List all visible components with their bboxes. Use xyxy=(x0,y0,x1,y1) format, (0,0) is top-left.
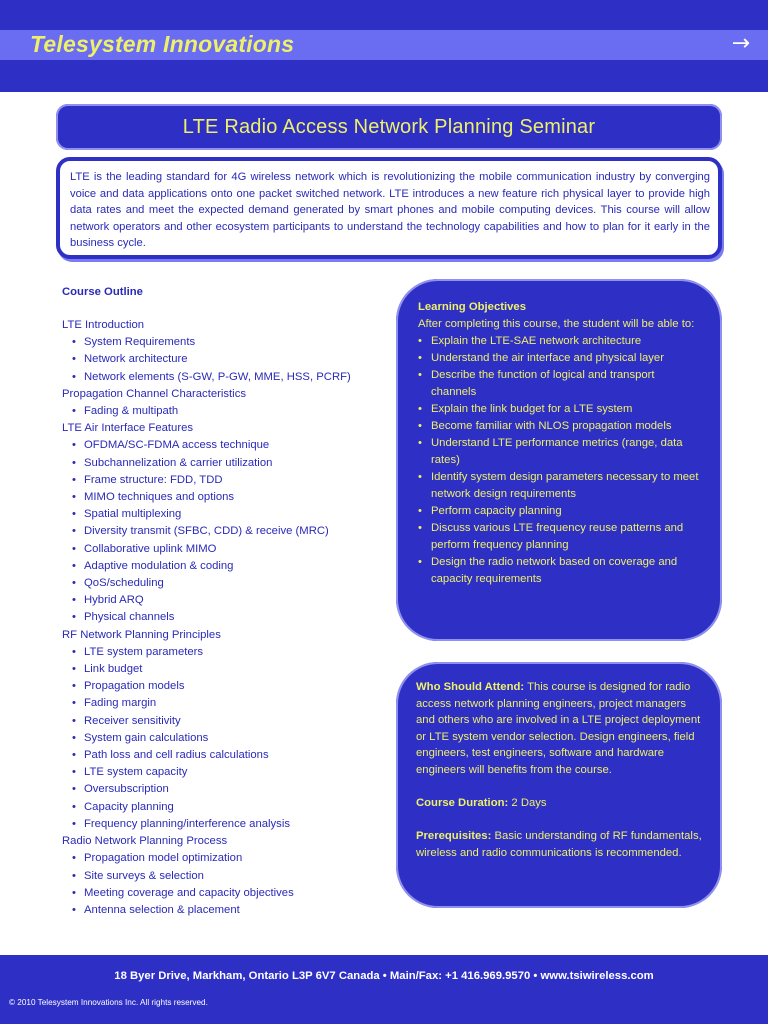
outline-list-item: • Diversity transmit (SFBC, CDD) & receive (MRC) xyxy=(62,523,392,540)
outline-list-item: • MIMO techniques and options xyxy=(62,489,392,506)
outline-list-item: • Site surveys & selection xyxy=(62,868,392,885)
footer-copyright: © 2010 Telesystem Innovations Inc. All rights reserved. xyxy=(9,998,208,1007)
who-should-attend xyxy=(416,679,702,779)
outline-section-list xyxy=(62,437,392,626)
prerequisites-label: Prerequisites: xyxy=(416,830,492,843)
outline-list-item: • QoS/scheduling xyxy=(62,575,392,592)
title-banner xyxy=(56,104,722,150)
outline-list-item: • Fading & multipath xyxy=(62,403,392,420)
objective-list-item: • Understand the air interface and physical layer xyxy=(418,350,700,367)
outline-list-item: • Physical channels xyxy=(62,609,392,626)
outline-list-item: • LTE system parameters xyxy=(62,644,392,661)
learning-objectives-intro: After completing this course, the student will be able to: xyxy=(418,318,695,330)
objective-list-item: • Discuss various LTE frequency reuse patterns and perform frequency planning xyxy=(418,520,700,554)
outline-section-title: RF Network Planning Principles xyxy=(62,628,221,641)
outline-section-list xyxy=(62,850,392,919)
outline-list-item: • Propagation models xyxy=(62,678,392,695)
outline-list-item: • Hybrid ARQ xyxy=(62,592,392,609)
outline-list-item: • Path loss and cell radius calculations xyxy=(62,747,392,764)
outline-section-list xyxy=(62,403,392,420)
arrow-right-icon[interactable]: → xyxy=(731,31,750,56)
outline-list-item: • Spatial multiplexing xyxy=(62,506,392,523)
objective-list-item: • Explain the link budget for a LTE system xyxy=(418,401,700,418)
outline-section-title: Propagation Channel Characteristics xyxy=(62,387,246,400)
objective-list-item: • Become familiar with NLOS propagation models xyxy=(418,418,700,435)
outline-list-item: • Subchannelization & carrier utilization xyxy=(62,455,392,472)
footer-contact[interactable]: 18 Byer Drive, Markham, Ontario L3P 6V7 Canada • Main/Fax: +1 416.969.9570 • www.tsiwireless.com xyxy=(114,970,654,982)
outline-list-item: • Frequency planning/interference analysis xyxy=(62,816,392,833)
outline-list-item: • Antenna selection & placement xyxy=(62,902,392,919)
outline-section-list xyxy=(62,334,392,386)
page-title: LTE Radio Access Network Planning Seminar xyxy=(182,115,596,138)
objective-list-item: • Design the radio network based on coverage and capacity requirements xyxy=(418,554,700,588)
who-should-attend-text: This course is designed for radio access network planning engineers, project managers and others who are involved in a LTE project deployment or LTE system vendor selection. Design engineers, field engineers, test engineers, software and hardware engineers will benefits from the course. xyxy=(416,681,701,776)
prerequisites-text: Basic understanding of RF fundamentals, wireless and radio communications is recommended. xyxy=(416,830,702,859)
outline-list-item: • Receiver sensitivity xyxy=(62,713,392,730)
objective-list-item: • Understand LTE performance metrics (range, data rates) xyxy=(418,435,700,469)
course-duration-label: Course Duration: xyxy=(416,797,509,810)
outline-list-item: • Collaborative uplink MIMO xyxy=(62,541,392,558)
brand-name: Telesystem Innovations xyxy=(30,31,295,57)
outline-list-item: • Network elements (S-GW, P-GW, MME, HSS, PCRF) xyxy=(62,369,392,386)
course-duration-text: 2 Days xyxy=(508,797,547,810)
outline-list-item: • Network architecture xyxy=(62,351,392,368)
intro-text: LTE is the leading standard for 4G wireless network which is revolutionizing the mobile communication industry by converging voice and data applications onto one packet switched network. LTE introduces a new feature rich physical layer to provide high data rates and meet the expected demand generated by smart phones and mobile computing devices. This course will allow network operators and other ecosystem participants to understand the technology capabilities and how to plan for it early in the business cycle. xyxy=(70,171,710,250)
outline-list-item: • System gain calculations xyxy=(62,730,392,747)
outline-list-item: • Adaptive modulation & coding xyxy=(62,558,392,575)
who-should-attend-box xyxy=(396,662,722,908)
who-should-attend-label: Who Should Attend: xyxy=(416,681,525,693)
outline-list-item: • System Requirements xyxy=(62,334,392,351)
objective-list-item: • Explain the LTE-SAE network architecture xyxy=(418,333,700,350)
outline-section-list xyxy=(62,644,392,833)
course-outline xyxy=(62,284,392,919)
objective-list-item: • Describe the function of logical and transport channels xyxy=(418,367,700,401)
outline-list-item: • Meeting coverage and capacity objectives xyxy=(62,885,392,902)
outline-list-item: • Frame structure: FDD, TDD xyxy=(62,472,392,489)
outline-list-item: • Fading margin xyxy=(62,695,392,712)
outline-list-item: • Capacity planning xyxy=(62,799,392,816)
outline-list-item: • LTE system capacity xyxy=(62,764,392,781)
learning-objectives-list xyxy=(418,333,700,588)
outline-list-item: • OFDMA/SC-FDMA access technique xyxy=(62,437,392,454)
footer-band xyxy=(0,955,768,1024)
intro-box xyxy=(56,157,722,259)
learning-objectives-box xyxy=(396,279,722,641)
outline-list-item: • Propagation model optimization xyxy=(62,850,392,867)
outline-section-title: LTE Air Interface Features xyxy=(62,422,194,435)
outline-section-title: LTE Introduction xyxy=(62,319,145,331)
learning-objectives-heading: Learning Objectives xyxy=(418,301,526,313)
objective-list-item: • Perform capacity planning xyxy=(418,503,700,520)
outline-list-item: • Link budget xyxy=(62,661,392,678)
prerequisites xyxy=(416,828,702,861)
outline-list-item: • Oversubscription xyxy=(62,781,392,798)
course-duration xyxy=(416,795,702,812)
outline-sections xyxy=(62,317,392,919)
outline-section-title: Radio Network Planning Process xyxy=(62,835,228,848)
course-outline-heading: Course Outline xyxy=(62,286,143,298)
objective-list-item: • Identify system design parameters necessary to meet network design requirements xyxy=(418,469,700,503)
